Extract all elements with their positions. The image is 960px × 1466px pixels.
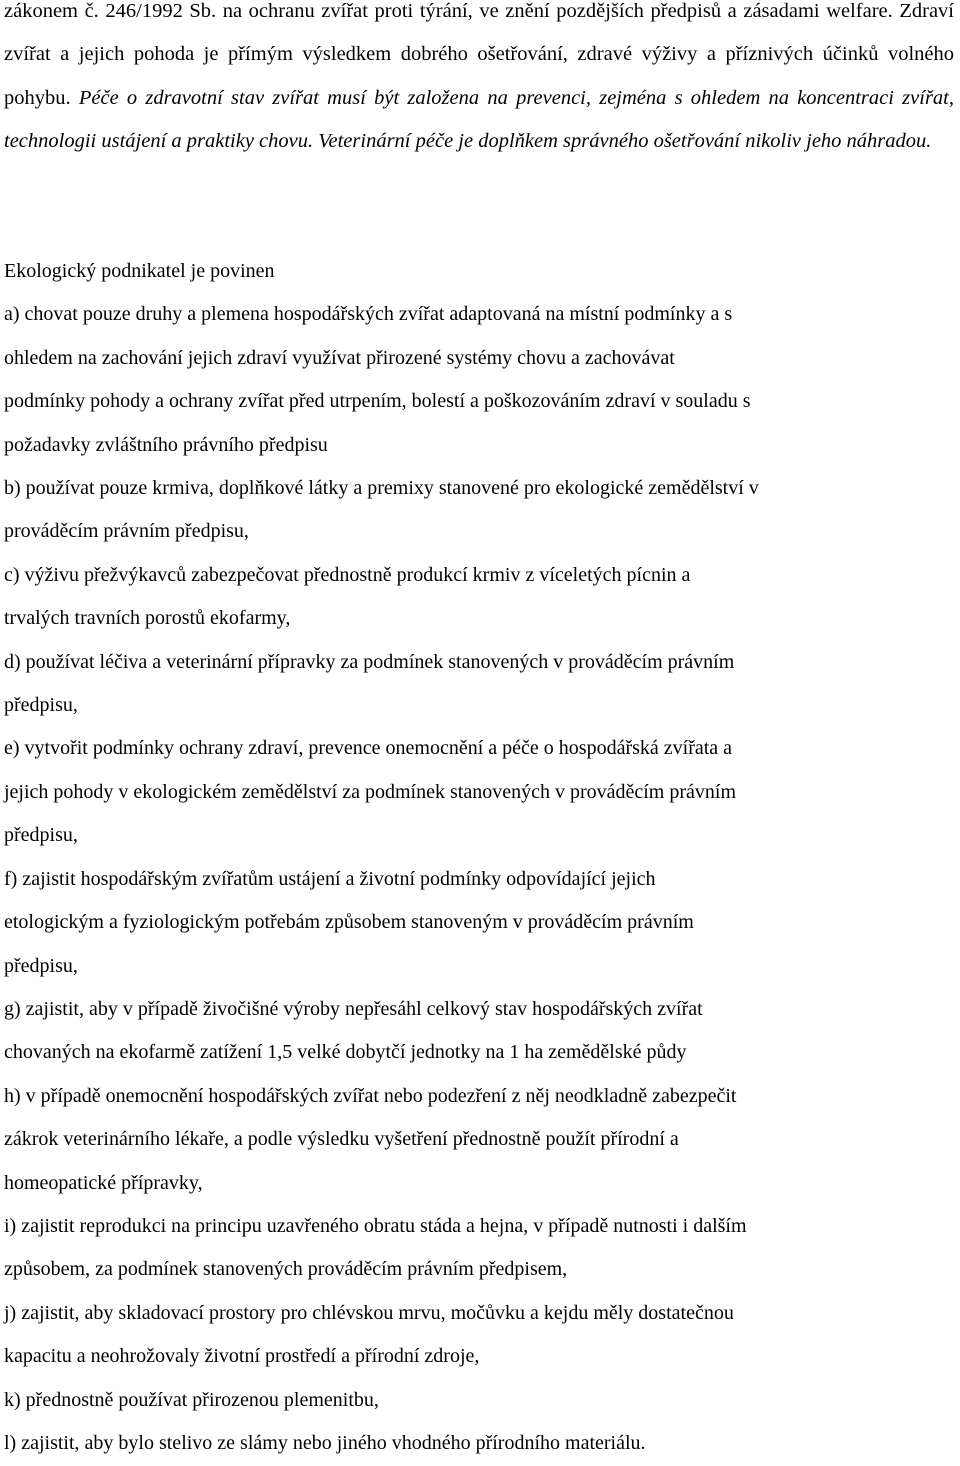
- text-line: předpisu,: [4, 954, 78, 977]
- text-line: j) zajistit, aby skladovací prostory pro chlévskou mrvu, močůvku a kejdu měly dostatečnou: [4, 1301, 734, 1324]
- text-line: homeopatické přípravky,: [4, 1171, 203, 1194]
- text-line: způsobem, za podmínek stanovených prováděcím právním předpisem,: [4, 1258, 568, 1281]
- text-line: ohledem na zachování jejich zdraví využívat přirozené systémy chovu a zachovávat: [4, 346, 675, 369]
- text-line: c) výživu přežvýkavců zabezpečovat přednostně produkcí krmiv z víceletých pícnin a: [4, 563, 691, 586]
- text-line: chovaných na ekofarmě zatížení 1,5 velké dobytčí jednotky na 1 ha zemědělské půdy: [4, 1041, 687, 1064]
- text-line: kapacitu a neohrožovaly životní prostředí a přírodní zdroje,: [4, 1345, 480, 1368]
- text-line: e) vytvořit podmínky ochrany zdraví, prevence onemocnění a péče o hospodářská zvířata a: [4, 737, 733, 760]
- text-line: zákrok veterinárního lékaře, a podle výsledku vyšetření přednostně použít přírodní a: [4, 1128, 679, 1151]
- text-line: podmínky pohody a ochrany zvířat před utrpením, bolestí a poškozováním zdraví v souladu s: [4, 390, 751, 413]
- text-line: d) používat léčiva a veterinární přípravky za podmínek stanovených v prováděcím právním: [4, 650, 735, 673]
- intro-text: zákonem č. 246/1992 Sb. na ochranu zvířat proti týrání, ve znění pozdějších předpisů a zásadami welfare. Zdraví zvířat a jejich pohoda je přímým výsledkem dobrého ošetřování, zdravé výživy a příznivých účinků volného pohybu.: [4, 0, 954, 109]
- text-line: k) přednostně používat přirozenou plemenitbu,: [4, 1388, 379, 1411]
- text-line: h) v případě onemocnění hospodářských zvířat nebo podezření z něj neodkladně zabezpečit: [4, 1084, 737, 1107]
- text-line: předpisu,: [4, 824, 78, 847]
- text-line: etologickým a fyziologickým potřebám způsobem stanoveným v prováděcím právním: [4, 911, 694, 934]
- obligations-lead: Ekologický podnikatel je povinen: [4, 260, 275, 282]
- text-line: trvalých travních porostů ekofarmy,: [4, 607, 291, 630]
- text-line: jejich pohody v ekologickém zemědělství za podmínek stanovených v prováděcím právním: [4, 780, 737, 803]
- text-line: prováděcím právním předpisu,: [4, 520, 249, 543]
- text-line: g) zajistit, aby v případě živočišné výroby nepřesáhl celkový stav hospodářských zvířat: [4, 997, 703, 1020]
- obligations-section: [4, 250, 954, 1465]
- text-line: l) zajistit, aby bylo stelivo ze slámy nebo jiného vhodného přírodního materiálu.: [4, 1431, 646, 1454]
- text-line: předpisu,: [4, 694, 78, 717]
- text-line: i) zajistit reprodukci na principu uzavřeného obratu stáda a hejna, v případě nutnosti i dalším: [4, 1214, 747, 1237]
- intro-paragraph: [4, 0, 954, 164]
- text-line: požadavky zvláštního právního předpisu: [4, 433, 328, 456]
- intro-italic-text: Péče o zdravotní stav zvířat musí být založena na prevenci, zejména s ohledem na koncentraci zvířat, technologii ustájení a praktiky chovu. Veterinární péče je doplňkem správného ošetřování nikoliv jeho náhradou.: [4, 86, 954, 153]
- document-page: [4, 0, 954, 1454]
- text-line: a) chovat pouze druhy a plemena hospodářských zvířat adaptovaná na místní podmínky a s: [4, 303, 733, 326]
- text-line: f) zajistit hospodářským zvířatům ustájení a životní podmínky odpovídající jejich: [4, 867, 656, 890]
- text-line: b) používat pouze krmiva, doplňkové látky a premixy stanovené pro ekologické zemědělství v: [4, 477, 759, 500]
